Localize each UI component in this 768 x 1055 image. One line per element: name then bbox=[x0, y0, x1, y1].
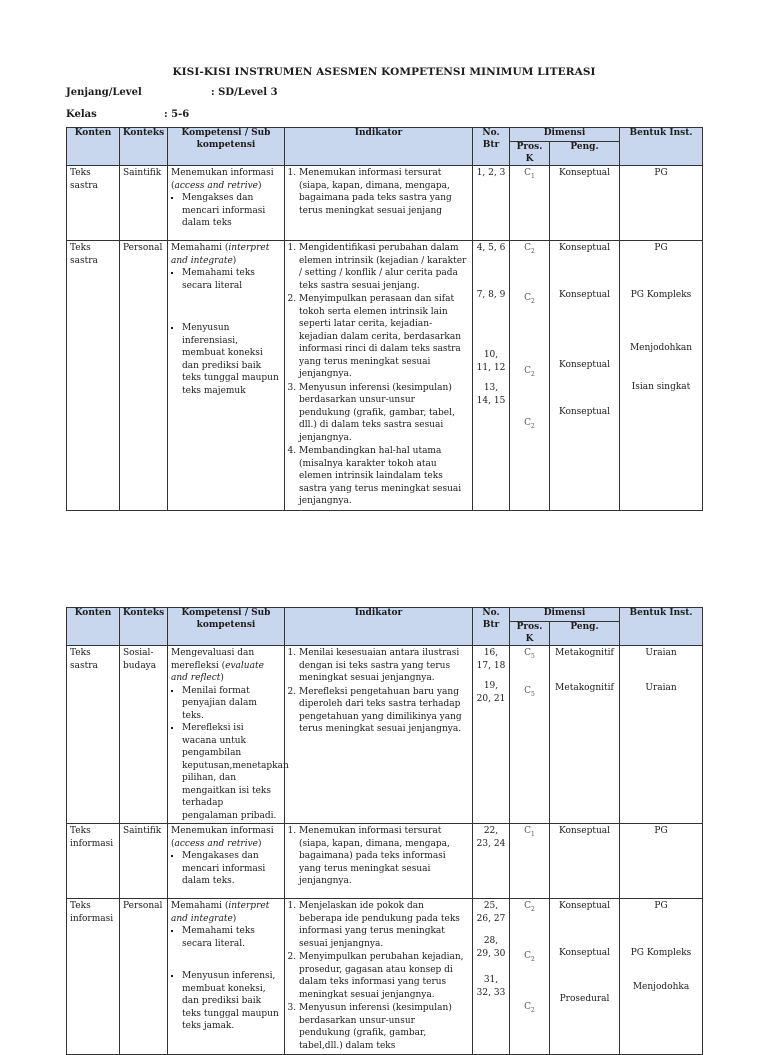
bentuk-cell: PG bbox=[620, 166, 703, 241]
sub-kompetensi-item: ▪ Mengakases dan mencari informasi dalam teks. bbox=[182, 850, 281, 888]
header-pros-k: Pros. K bbox=[510, 142, 550, 166]
peng-cell: Konseptual bbox=[550, 824, 620, 899]
jenjang-label: Jenjang/Level bbox=[66, 87, 142, 98]
table-row bbox=[67, 899, 703, 1055]
konteks-cell: Saintifik bbox=[120, 166, 168, 241]
pros-k-cell bbox=[510, 241, 550, 511]
document-title: KISI-KISI INSTRUMEN ASESMEN KOMPETENSI MINIMUM LITERASI bbox=[172, 66, 596, 78]
kisi-table-1 bbox=[66, 127, 703, 511]
peng-cell: Konseptual bbox=[550, 166, 620, 241]
bentuk-cell bbox=[620, 899, 703, 1055]
peng-cell bbox=[550, 646, 620, 824]
peng-value: Metakognitif bbox=[555, 682, 614, 693]
kompetensi-text: Menemukan informasi (access and retrive) bbox=[171, 168, 274, 191]
kompetensi-text: Memahami (interpret and integrate) bbox=[171, 243, 270, 266]
indikator-item: 2. Merefleksi pengetahuan baru yang diperoleh dari teks sastra terhadap pengetahuan yang dimilikinya yang terus meningkat sesuai jenjangnya. bbox=[299, 686, 469, 736]
no-btr-value: 16, 17, 18 bbox=[476, 648, 506, 671]
kompetensi-text: Menemukan informasi (access and retrive) bbox=[171, 826, 274, 849]
indikator-item: 1. Menemukan informasi tersurat (siapa, kapan, dimana, mengapa, bagaimana) pada teks informasi yang terus meningkat sesuai jenjangnya. bbox=[299, 825, 469, 888]
no-btr-cell: 1, 2, 3 bbox=[473, 166, 510, 241]
konteks-cell: Personal bbox=[120, 241, 168, 511]
header-peng: Peng. bbox=[550, 142, 620, 166]
sub-kompetensi-item: ▪ Menyusun inferensi, membuat koneksi, dan prediksi baik teks tunggal maupun teks jamak. bbox=[182, 970, 281, 1033]
kompetensi-text: Mengevaluasi dan merefleksi (evaluate and reflect) bbox=[171, 648, 264, 683]
table-row bbox=[67, 241, 703, 511]
header-indikator: Indikator bbox=[285, 608, 473, 646]
no-btr-value: 31, 32, 33 bbox=[476, 975, 506, 998]
peng-value: Konseptual bbox=[558, 360, 611, 370]
peng-value: Konseptual bbox=[558, 406, 611, 417]
pros-k-cell: $C_1$ bbox=[510, 824, 550, 899]
table-row bbox=[67, 166, 703, 241]
kompetensi-cell bbox=[168, 241, 285, 511]
pros-k-value: $C_2$ bbox=[524, 901, 535, 913]
table-row bbox=[67, 824, 703, 899]
sub-kompetensi-item: ▪ Memahami teks secara literal. bbox=[182, 925, 281, 950]
pros-k-value: $C_2$ bbox=[524, 951, 535, 964]
peng-value: Prosedural bbox=[559, 994, 610, 1004]
konten-cell: Teks informasi bbox=[67, 899, 120, 1055]
indikator-item: 3. Menyusun inferensi (kesimpulan) berdasarkan unsur-unsur pendukung (grafik, gambar, tabel,dll.) dalam teks bbox=[299, 1002, 469, 1052]
no-btr-cell bbox=[473, 241, 510, 511]
kompetensi-cell bbox=[168, 646, 289, 824]
bentuk-value: Uraian bbox=[645, 648, 677, 658]
bentuk-value: PG Kompleks bbox=[630, 947, 692, 958]
sub-kompetensi-item: ▪ Memahami teks secara literal bbox=[182, 267, 281, 292]
bentuk-cell bbox=[620, 646, 703, 824]
header-pros-k: Pros. K bbox=[510, 622, 550, 646]
bentuk-value: Isian singkat bbox=[631, 381, 691, 392]
kelas-label: Kelas bbox=[66, 109, 97, 120]
sub-kompetensi-item: ▪ Merefleksi isi wacana untuk pengambilan keputusan,menetapkan pilihan, dan mengaitkan isi teks terhadap pengalaman pribadi. bbox=[182, 722, 281, 822]
konten-cell: Teks sastra bbox=[67, 241, 120, 511]
pros-k-cell bbox=[510, 646, 550, 824]
no-btr-cell bbox=[473, 646, 510, 824]
konten-cell: Teks informasi bbox=[67, 824, 120, 899]
indikator-item: 2. Menyimpulkan perasaan dan sifat tokoh serta elemen intrinsik lain seperti latar cerita, kejadian-kejadian dalam cerita, berdasarkan informasi rinci di dalam teks sastra yang terus meningkat sesuai jenjangnya. bbox=[299, 293, 469, 381]
no-btr-value: 4, 5, 6 bbox=[476, 243, 506, 253]
no-btr-cell bbox=[473, 899, 510, 1055]
indikator-item: 1. Menjelaskan ide pokok dan beberapa ide pendukung pada teks informasi yang terus meningkat sesuai jenjangnya. bbox=[299, 900, 469, 950]
kisi-table-2 bbox=[66, 607, 703, 1055]
bentuk-value: PG bbox=[654, 243, 668, 253]
pros-k-value: $C_2$ bbox=[524, 365, 535, 378]
no-btr-cell: 22, 23, 24 bbox=[473, 824, 510, 899]
indikator-item: 2. Menyimpulkan perubahan kejadian, prosedur, gagasan atau konsep di dalam teks informasi yang terus meningkat sesuai jenjangnya. bbox=[299, 951, 469, 1001]
table-row bbox=[67, 646, 703, 824]
pros-k-value: $C_2$ bbox=[524, 243, 535, 255]
no-btr-value: 19, 20, 21 bbox=[476, 681, 506, 704]
no-btr-value: 7, 8, 9 bbox=[476, 289, 506, 300]
indikator-item: 1. Menemukan informasi tersurat (siapa, kapan, dimana, mengapa, bagaimana pada teks sastra yang terus meningkat sesuai jenjang bbox=[299, 167, 469, 217]
sub-kompetensi-item: ▪ Menilai format penyajian dalam teks. bbox=[182, 685, 281, 723]
kompetensi-cell bbox=[168, 166, 285, 241]
peng-value: Metakognitif bbox=[555, 648, 614, 658]
header-kompetensi: Kompetensi / Sub kompetensi bbox=[168, 128, 285, 166]
indikator-item: 1. Mengidentifikasi perubahan dalam elemen intrinsik (kejadian / karakter / setting / konflik / alur cerita pada teks sastra sesuai jenjang. bbox=[299, 242, 469, 292]
peng-cell bbox=[550, 899, 620, 1055]
konteks-cell: Personal bbox=[120, 899, 168, 1055]
indikator-cell bbox=[285, 241, 473, 511]
jenjang-value: : SD/Level 3 bbox=[211, 87, 278, 98]
peng-value: Konseptual bbox=[558, 289, 611, 300]
pros-k-value: $C_5$ bbox=[524, 648, 535, 660]
kompetensi-text: Memahami (interpret and integrate) bbox=[171, 901, 270, 924]
indikator-item: 3. Menyusun inferensi (kesimpulan) berdasarkan unsur-unsur pendukung (grafik, gambar, tabel, dll.) di dalam teks sastra sesuai jenjangnya. bbox=[299, 382, 469, 445]
header-no-btr: No. Btr bbox=[473, 608, 510, 646]
bentuk-value: PG bbox=[654, 901, 668, 911]
header-bentuk: Bentuk Inst. bbox=[620, 128, 703, 166]
pros-k-value: $C_2$ bbox=[524, 1001, 535, 1014]
indikator-item: 1. Menilai kesesuaian antara ilustrasi dengan isi teks sastra yang terus meningkat sesuai jenjangnya. bbox=[299, 647, 469, 685]
peng-value: Konseptual bbox=[558, 243, 611, 253]
pros-k-value: $C_5$ bbox=[524, 686, 535, 699]
sub-kompetensi-item: ▪ Mengakses dan mencari informasi dalam teks bbox=[182, 192, 281, 230]
pros-k-cell: $C_1$ bbox=[510, 166, 550, 241]
header-no-btr: No. Btr bbox=[473, 128, 510, 166]
indikator-cell bbox=[285, 899, 473, 1055]
header-konten: Konten bbox=[67, 128, 120, 166]
sub-kompetensi-item: ▪ Menyusun inferensiasi, membuat koneksi dan prediksi baik teks tunggal maupun teks majemuk bbox=[182, 322, 281, 397]
bentuk-cell bbox=[620, 241, 703, 511]
indikator-cell bbox=[285, 166, 473, 241]
indikator-cell bbox=[285, 824, 473, 899]
header-konteks: Konteks bbox=[120, 128, 168, 166]
pros-k-value: $C_2$ bbox=[524, 417, 535, 430]
pros-k-value: $C_2$ bbox=[524, 293, 535, 306]
no-btr-value: 13, 14, 15 bbox=[476, 383, 506, 406]
no-btr-value: 10, 11, 12 bbox=[476, 350, 506, 373]
indikator-cell bbox=[285, 646, 473, 824]
header-indikator: Indikator bbox=[285, 128, 473, 166]
no-btr-value: 28, 29, 30 bbox=[476, 936, 506, 959]
no-btr-value: 25, 26, 27 bbox=[476, 901, 506, 924]
kompetensi-cell bbox=[168, 824, 285, 899]
header-dimensi: Dimensi bbox=[510, 128, 620, 142]
peng-value: Konseptual bbox=[558, 901, 611, 911]
bentuk-value: Uraian bbox=[645, 682, 677, 693]
konteks-cell: Sosial-budaya bbox=[120, 646, 168, 824]
header-bentuk: Bentuk Inst. bbox=[620, 608, 703, 646]
bentuk-cell: PG bbox=[620, 824, 703, 899]
konteks-cell: Saintifik bbox=[120, 824, 168, 899]
peng-value: Konseptual bbox=[558, 947, 611, 958]
kelas-value: : 5-6 bbox=[164, 109, 190, 120]
bentuk-value: PG Kompleks bbox=[630, 289, 692, 300]
pros-k-cell bbox=[510, 899, 550, 1055]
bentuk-value: Menjodohka bbox=[632, 982, 690, 992]
kompetensi-cell bbox=[168, 899, 285, 1055]
konten-cell: Teks sastra bbox=[67, 646, 120, 824]
bentuk-value: Menjodohkan bbox=[629, 343, 693, 353]
indikator-item: 4. Membandingkan hal-hal utama (misalnya karakter tokoh atau elemen intrinsik laindalam teks sastra yang terus meningkat sesuai jenjangnya. bbox=[299, 445, 469, 508]
header-konteks: Konteks bbox=[120, 608, 168, 646]
peng-cell bbox=[550, 241, 620, 511]
konten-cell: Teks sastra bbox=[67, 166, 120, 241]
header-peng: Peng. bbox=[550, 622, 620, 646]
header-dimensi: Dimensi bbox=[510, 608, 620, 622]
header-konten: Konten bbox=[67, 608, 120, 646]
header-kompetensi: Kompetensi / Sub kompetensi bbox=[168, 608, 285, 646]
